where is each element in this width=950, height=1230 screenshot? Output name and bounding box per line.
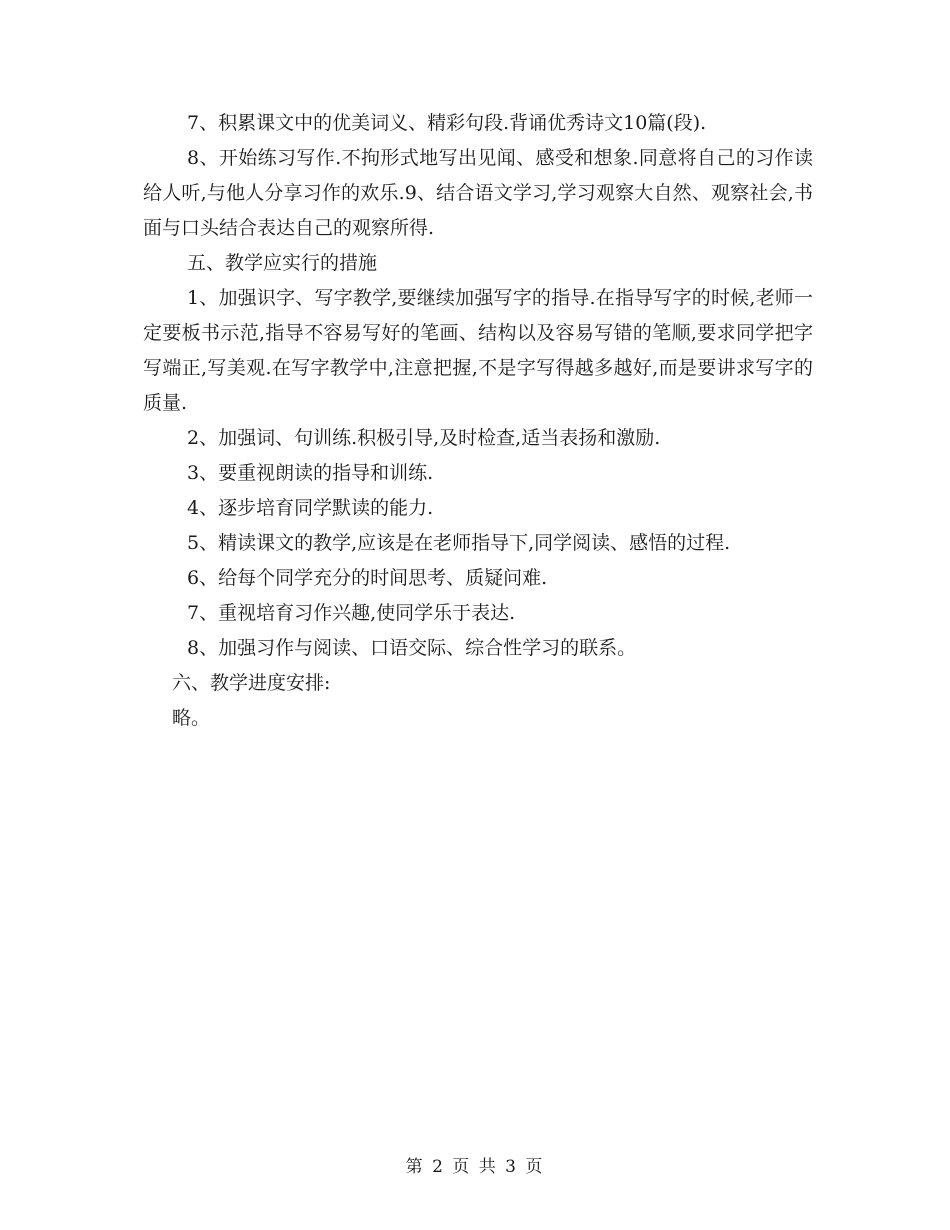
page-number-footer: 第 2 页 共 3 页 (405, 1157, 545, 1177)
section-heading-schedule: 六、教学进度安排: (172, 672, 331, 694)
paragraph-item-8-writing: 8、开始练习写作.不拘形式地写出见闻、感受和想象.同意将自己的习作读给人听,与他人分享习作的欢乐.9、结合语文学习,学习观察大自然、观察社会,书面与口头结合表达自己的观察所得. (143, 147, 813, 239)
paragraph-measure-7: 7、重视培育习作兴趣,使同学乐于表达. (187, 602, 516, 624)
paragraph-item-7-accumulate: 7、积累课文中的优美词义、精彩句段.背诵优秀诗文10篇(段). (187, 112, 707, 134)
section-heading-measures: 五、教学应实行的措施 (187, 252, 378, 274)
paragraph-measure-6: 6、给每个同学充分的时间思考、质疑问难. (187, 567, 548, 589)
paragraph-measure-5: 5、精读课文的教学,应该是在老师指导下,同学阅读、感悟的过程. (187, 532, 731, 554)
document-body (143, 106, 813, 736)
paragraph-schedule-omitted: 略。 (172, 707, 211, 729)
paragraph-measure-8: 8、加强习作与阅读、口语交际、综合性学习的联系。 (187, 637, 637, 659)
paragraph-measure-1: 1、加强识字、写字教学,要继续加强写字的指导.在指导写字的时候,老师一定要板书示范,指导不容易写好的笔画、结构以及容易写错的笔顺,要求同学把字写端正,写美观.在写字教学中,注意把握,不是字写得越多越好,而是要讲求写字的质量. (143, 287, 813, 414)
paragraph-measure-4: 4、逐步培育同学默读的能力. (187, 497, 434, 519)
paragraph-measure-3: 3、要重视朗读的指导和训练. (187, 462, 434, 484)
paragraph-measure-2: 2、加强词、句训练.积极引导,及时检查,适当表扬和激励. (187, 427, 661, 449)
